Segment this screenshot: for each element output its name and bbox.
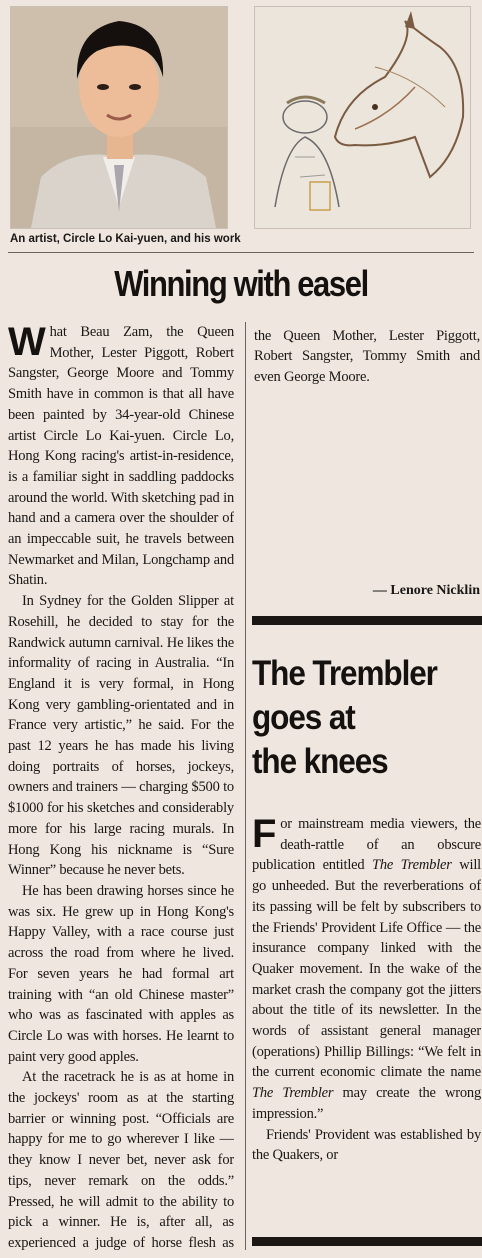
photo-caption: An artist, Circle Lo Kai-yuen, and his work	[10, 233, 241, 245]
article2-paragraph-2: Friends' Provident was established by the Quakers, or	[252, 1126, 481, 1164]
artist-photo	[10, 6, 228, 229]
article1-column2	[254, 322, 480, 580]
column-rule	[245, 322, 246, 1250]
article1-column2-flow	[254, 322, 480, 388]
article2-headline-line1: The Trembler	[252, 654, 437, 693]
article1-headline: Winning with easel	[114, 263, 368, 304]
article1-paragraph-2: In Sydney for the Golden Slipper at Rosehill, he decided to stay for the Randwick autumn carnival. He likes the informality of racing in Australia. “In England it is very formal, in Hong Kong very gambling-orientated and in France very artistic,” he said. For the past 12 years he has made his living doing portraits of horses, jockeys, owners and trainers — charging $500 to $1000 for his sketches and considerably more for his large racing murals. In Hong Kong his nickname is “Sure Winner” because he never bets.	[8, 593, 234, 879]
article1-dropcap: W	[8, 322, 46, 364]
article2-body	[252, 814, 481, 1232]
article2-headline-line3: the knees	[252, 742, 388, 781]
article1-paragraph-4: At the racetrack he is as at home in the jockeys' room as at the starting barrier or winning post. “Officials are happy for me to go wherever I like — they know I never bet, never ask for tips, never remark on the odds.” Pressed, he will admit to the ability to pick a winner. He is, after all, as experienced a judge of horse flesh as	[8, 1069, 234, 1250]
article1-paragraph-3: He has been drawing horses since he was six. He grew up in Hong Kong's Happy Valley, with a race course just across the road from where he lived. For seven years he had formal art training with “an old Chinese master” who was as fascinated with apples as Circle Lo was with horses. He learnt to paint very good apples.	[8, 882, 234, 1065]
article2-headline-line2: goes at	[252, 698, 355, 737]
article1-column1	[8, 322, 234, 1250]
article1-paragraph-1: What Beau Zam, the Queen Mother, Lester Piggott, Robert Sangster, George Moore and Tommy Smith have in common is that all have been painted by 34-year-old Chinese artist Circle Lo Kai-yuen. Circle Lo, Hong Kong racing's artist-in-residence, is a familiar sight in saddling paddocks around the world. With sketching pad in hand and a camera over the shoulder of an impeccable suit, he travels between Newmarket and Milan, Longchamp and Shatin.	[8, 322, 234, 589]
article2-headline	[252, 652, 482, 784]
artwork-photo	[254, 6, 471, 229]
article2-paragraph-1: For mainstream media viewers, the death-rattle of an obscure publication entitled The Trembler will go unheeded. But the reverberations of its passing will be felt by subscribers to the Friends' Provident Life Office — the insurance company linked with the Quaker movement. In the wake of the market crash the company got the jitters about the title of its newsletter. In the words of assistant general manager (operations) Phillip Billings: “We felt in the current economic climate the name The Trembler may create the wrong impression.”	[252, 814, 481, 1122]
thick-rule-top	[252, 616, 482, 625]
thick-rule-bottom	[252, 1237, 482, 1246]
article1-paragraph-4-cont: the Queen Mother, Lester Piggott, Robert Sangster, Tommy Smith and even George Moore.	[254, 327, 480, 386]
section-divider	[8, 252, 474, 253]
article2-dropcap: F	[252, 814, 277, 856]
article1-byline: — Lenore Nicklin	[372, 583, 480, 598]
